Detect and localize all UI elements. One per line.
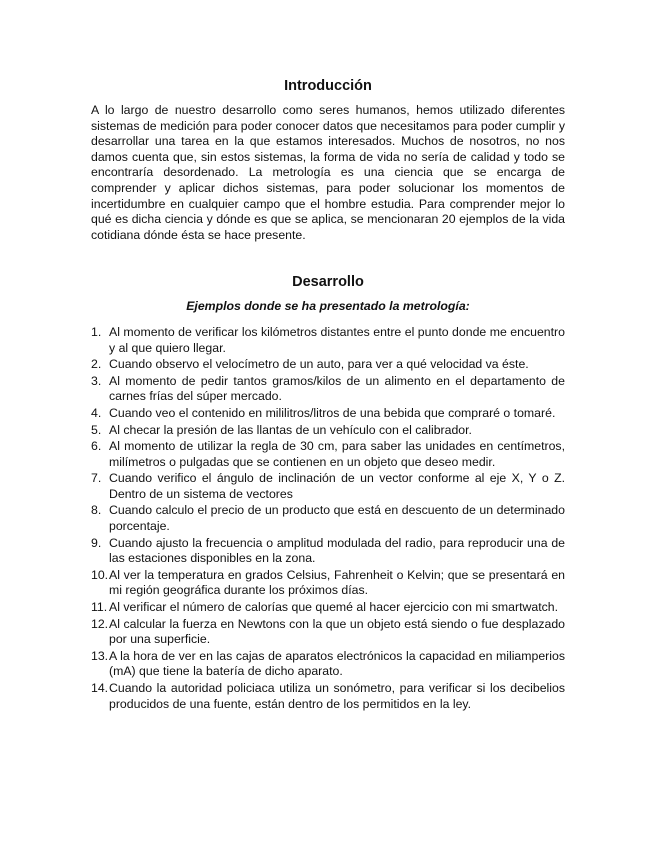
list-item-text: Al checar la presión de las llantas de un vehículo con el calibrador. [109,422,472,437]
list-item-text: Al momento de utilizar la regla de 30 cm, para saber las unidades en centímetros, milímetros o pulgadas que se contienen en un objeto que deseo medir. [109,439,565,469]
list-item-number: 14. [91,681,109,695]
list-item-text: Cuando calculo el precio de un producto que está en descuento de un determinado porcentaje. [109,503,565,534]
list-item-text: Cuando veo el contenido en mililitros/litros de una bebida que compraré o tomaré. [109,405,556,420]
list-item-text: A la hora de ver en las cajas de aparatos electrónicos la capacidad en miliamperios (mA) que tiene la batería de dicho aparato. [109,648,565,679]
list-item-number: 9. [91,535,102,550]
list-item-text: Al momento de verificar los kilómetros distantes entre el punto donde me encuentro y al que quiero llegar. [109,324,565,355]
list-item [91,471,565,502]
list-item-number: 6. [91,439,102,454]
list-item-text: Al momento de pedir tantos gramos/kilos de un alimento en el departamento de carnes frías del súper mercado. [109,373,565,404]
list-item-number: 7. [91,471,102,486]
list-item-number: 2. [91,357,102,372]
list-item-text: Cuando verifico el ángulo de inclinación de un vector conforme al eje X, Y o Z. Dentro de un sistema de vectores [109,471,565,501]
list-item [91,649,565,680]
development-title: Desarrollo [292,274,364,291]
list-item-text: Al verificar el número de calorías que quemé al hacer ejercicio con mi smartwatch. [109,600,559,615]
intro-paragraph: A lo largo de nuestro desarrollo como seres humanos, hemos utilizado diferentes sistemas de medición para poder conocer datos que necesitamos para poder cumplir y desarrollar una tarea en la que estamos interesados. Muchos de nosotros, no nos damos cuenta que, sin estos sistemas, la forma de vida no sería de calidad y todo se encontraría desordenado. La metrología es una ciencia que se encarga de comprender y aplicar dichos sistemas, para poder solucionar los momentos de incertidumbre en cualquier campo que el hombre estudia. Para comprender mejor lo qué es dicha ciencia y dónde es que se aplica, se mencionaran 20 ejemplos de la vida cotidiana dónde ésta se hace presente. [91,103,565,242]
list-item-number: 10. [91,567,109,582]
list-item-text: Al ver la temperatura en grados Celsius, Fahrenheit o Kelvin; que se presentará en mi región geográfica durante los próximos días. [109,567,565,598]
list-item-number: 12. [91,616,109,631]
list-item [91,536,565,567]
list-item [91,406,565,422]
list-item [91,503,565,534]
examples-list [91,325,565,712]
list-item-number: 11. [91,600,108,615]
list-item-number: 5. [91,422,102,437]
list-item [91,357,565,373]
list-item-text: Cuando ajusto la frecuencia o amplitud modulada del radio, para reproducir una de las estaciones disponibles en la zona. [109,535,565,566]
list-item-number: 1. [91,324,102,339]
list-item [91,600,565,616]
list-item-text: Cuando la autoridad policiaca utiliza un sonómetro, para verificar si los decibelios producidos de una fuente, están dentro de los permitidos en la ley. [109,681,565,711]
list-item [91,439,565,470]
list-item-number: 13. [91,648,109,663]
list-item [91,374,565,405]
list-item-text: Cuando observo el velocímetro de un auto, para ver a qué velocidad va éste. [109,357,529,372]
list-item [91,681,565,712]
list-item [91,423,565,439]
list-item-text: Al calcular la fuerza en Newtons con la que un objeto está siendo o fue desplazado por una superficie. [109,616,565,647]
list-item-number: 3. [91,373,102,388]
intro-title: Introducción [284,78,372,94]
list-item-number: 8. [91,503,102,518]
list-item-number: 4. [91,405,102,420]
examples-subtitle: Ejemplos donde se ha presentado la metrología: [186,299,470,314]
list-item [91,568,565,599]
list-item [91,325,565,356]
list-item [91,617,565,648]
document-page [91,0,565,713]
